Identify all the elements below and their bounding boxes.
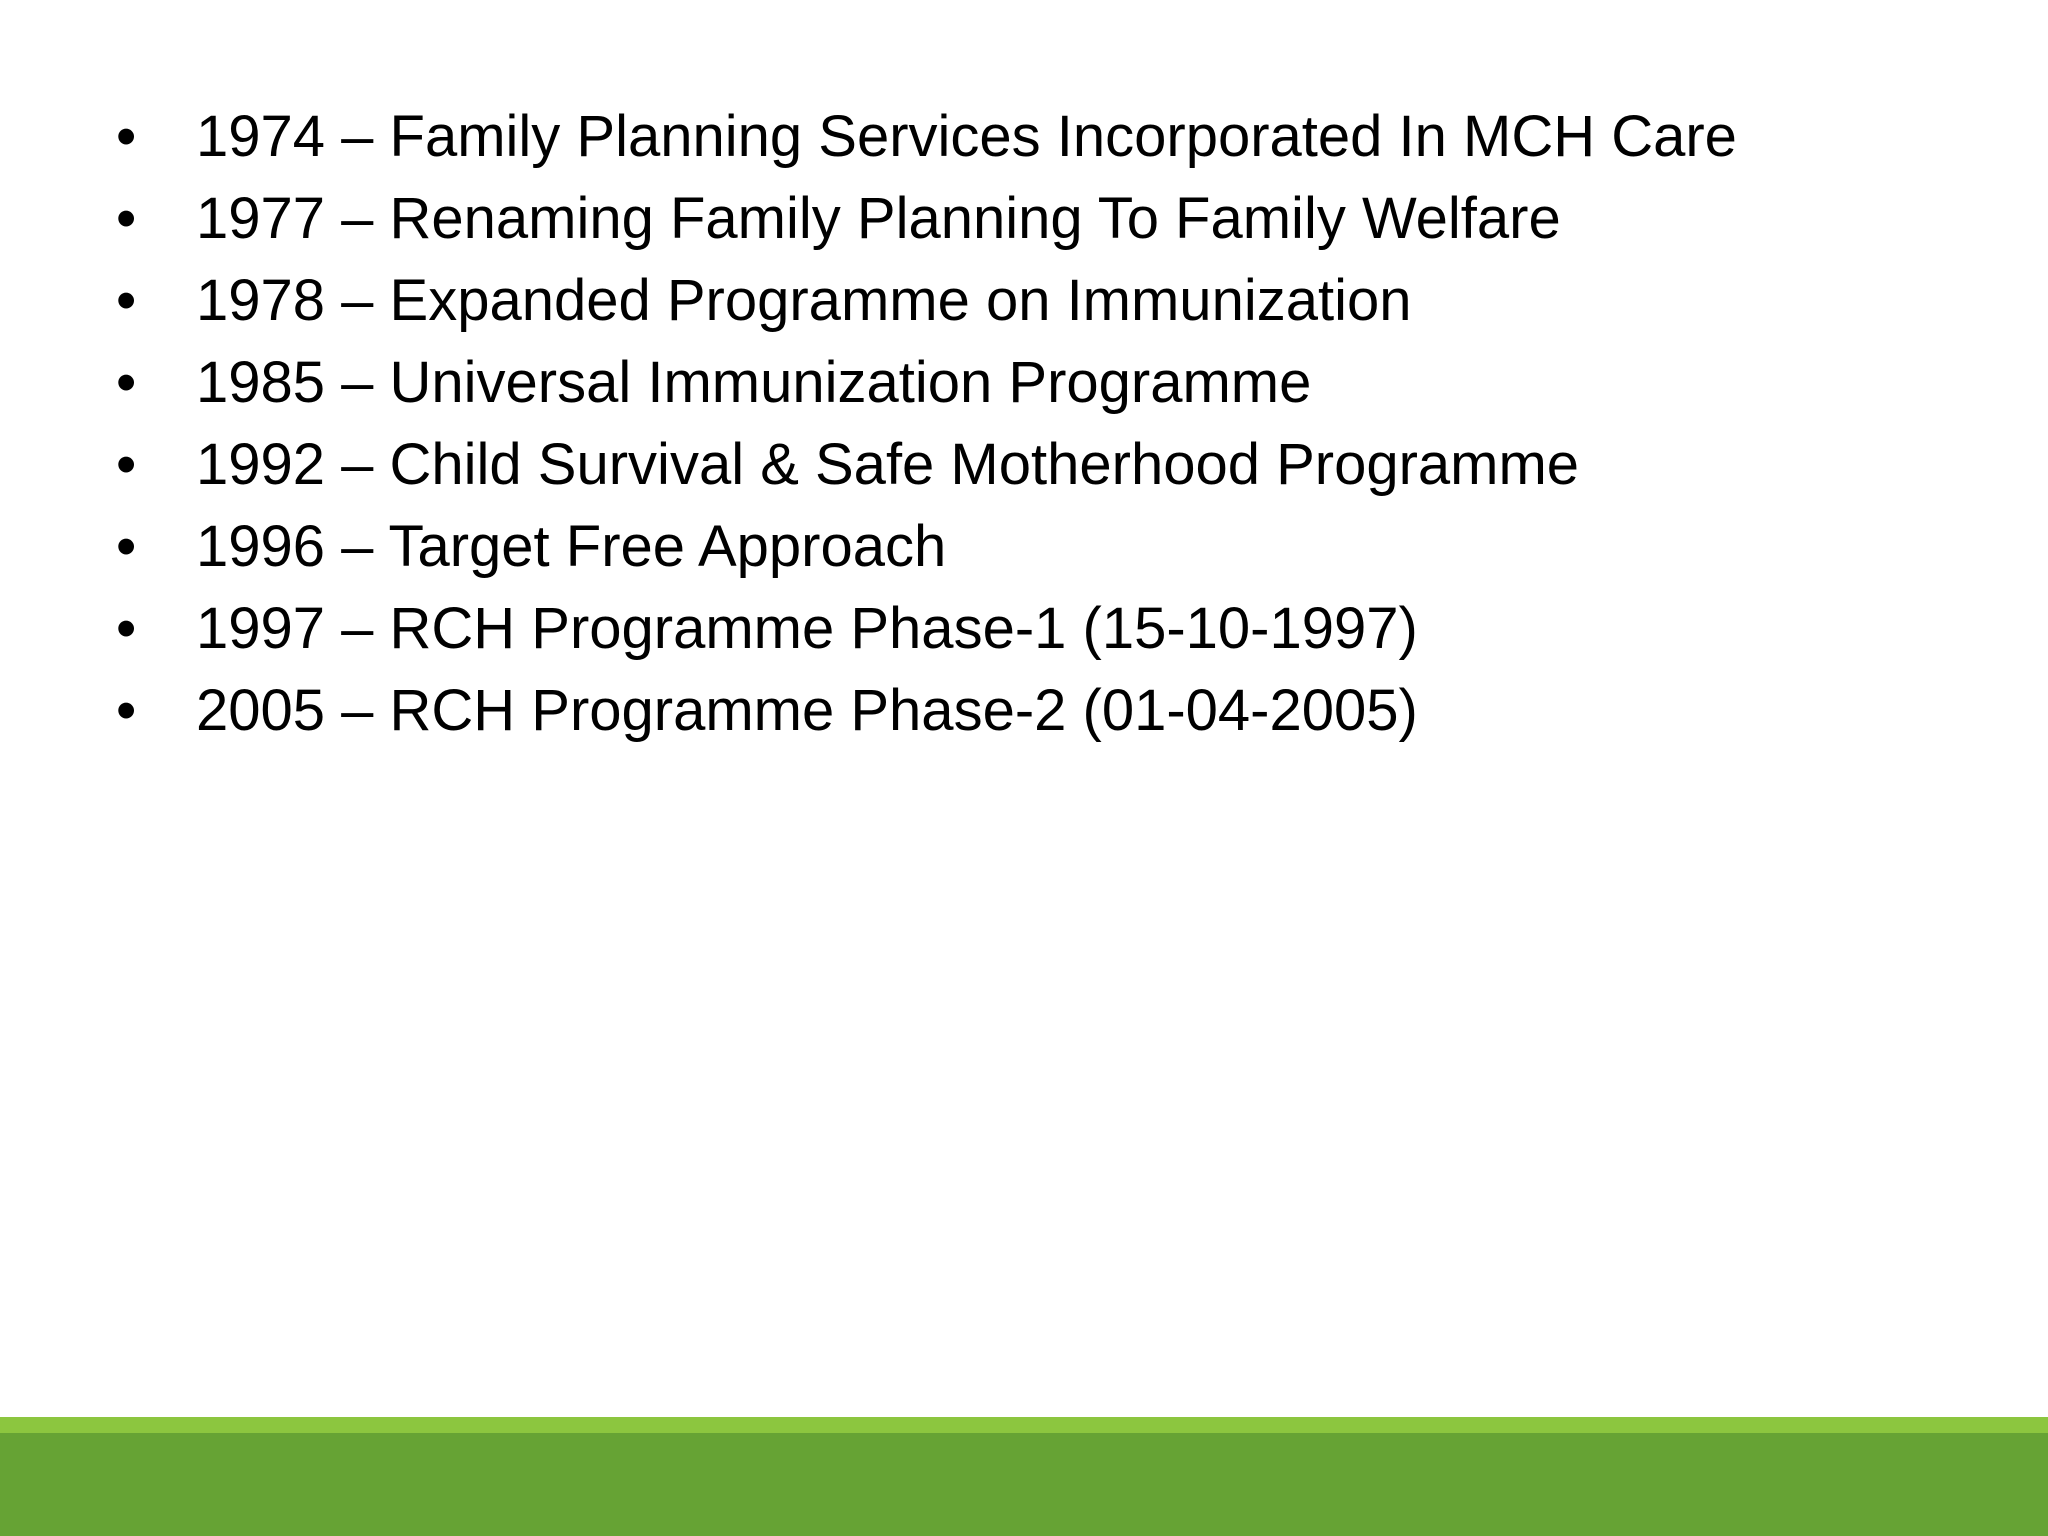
list-item-text: 1997 – RCH Programme Phase-1 (15-10-1997) [196,596,1418,661]
bullet-icon: • [116,104,137,169]
list-item-text: 1985 – Universal Immunization Programme [196,350,1312,415]
list-item-text: 1996 – Target Free Approach [196,514,947,579]
bullet-icon: • [116,350,137,415]
list-item [108,506,1737,588]
list-item-text: 1978 – Expanded Programme on Immunization [196,268,1412,333]
list-item-text: 1974 – Family Planning Services Incorporated In MCH Care [196,104,1737,169]
bullet-icon: • [116,596,137,661]
list-item [108,178,1737,260]
list-item-text: 1992 – Child Survival & Safe Motherhood Programme [196,432,1580,497]
footer-band [0,1417,2048,1536]
list-item [108,260,1737,342]
bullet-icon: • [116,432,137,497]
bullet-icon: • [116,678,137,743]
list-item [108,670,1737,752]
list-item [108,588,1737,670]
list-item [108,96,1737,178]
list-item [108,342,1737,424]
list-item-text: 2005 – RCH Programme Phase-2 (01-04-2005) [196,678,1418,743]
list-item [108,424,1737,506]
footer-accent-stripe [0,1417,2048,1433]
bullet-icon: • [116,514,137,579]
timeline-bullet-list [108,96,1737,752]
bullet-icon: • [116,186,137,251]
list-item-text: 1977 – Renaming Family Planning To Family Welfare [196,186,1561,251]
bullet-icon: • [116,268,137,333]
footer-bar [0,1433,2048,1536]
